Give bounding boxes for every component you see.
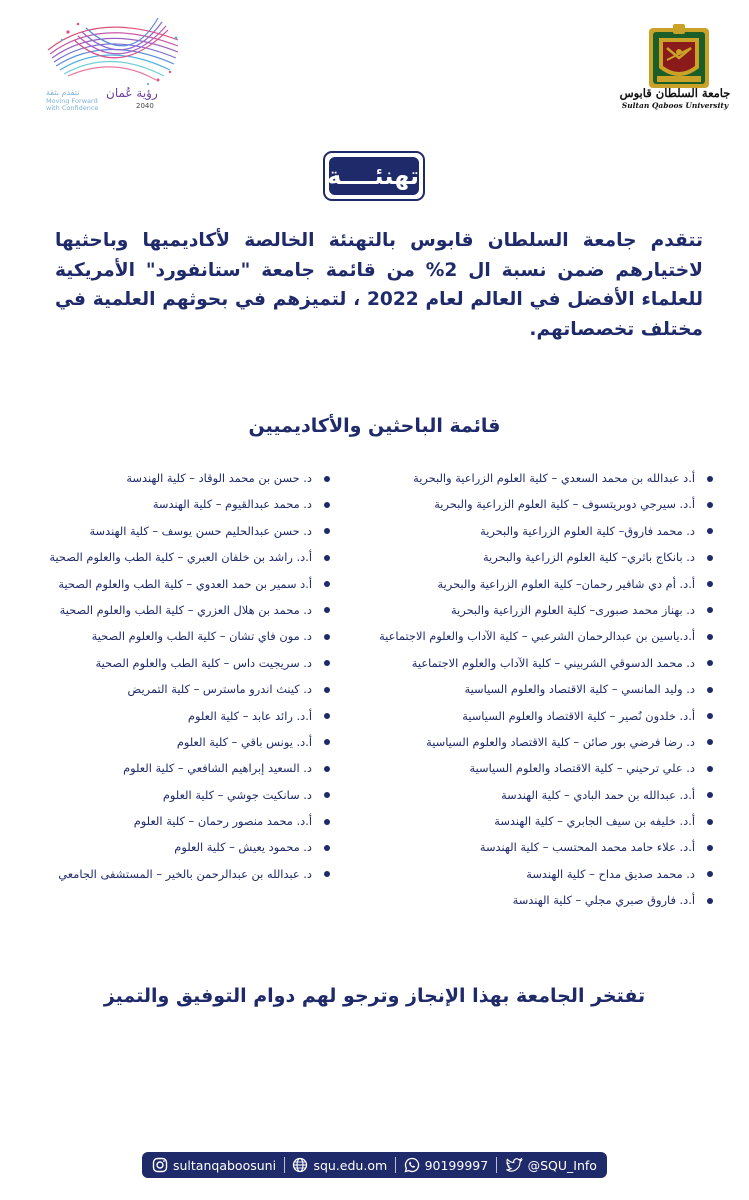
researcher-entry: د. علي ترحيني – كلية الاقتصاد والعلوم السياسية: [469, 761, 695, 776]
bullet-icon: [707, 845, 713, 851]
twitter-link[interactable]: [505, 1157, 597, 1173]
bullet-icon: [324, 766, 330, 772]
list-item: [40, 808, 330, 834]
footer-divider: [496, 1157, 497, 1173]
researcher-entry: د. محمد الدسوقي الشربيني – كلية الآداب والعلوم الاجتماعية: [411, 655, 695, 670]
bullet-icon: [324, 660, 330, 666]
list-item: [360, 597, 713, 623]
vision-tagline-en-line2: with Confidence: [46, 104, 99, 112]
bullet-icon: [324, 607, 330, 613]
researcher-entry: د. محمد فاروق– كلية العلوم الزراعية والبحرية: [480, 523, 695, 538]
researcher-entry: د. مون فاي تشان – كلية الطب والعلوم الصحية: [91, 629, 312, 644]
list-item: [40, 861, 330, 887]
list-item: [360, 518, 713, 544]
intro-paragraph: تتقدم جامعة السلطان قابوس بالتهنئة الخالصة لأكاديميها وباحثيها لاختيارهم ضمن نسبة ال 2% من قائمة جامعة "ستانفورد" الأمريكية للعلماء الأفضل في العالم لعام 2022 ، لتميزهم في بحوثهم العلمية في مختلف تخصصاتهم.: [55, 230, 704, 340]
instagram-icon: [152, 1157, 168, 1173]
researcher-entry: أ.د. خلدون نُصير – كلية الاقتصاد والعلوم السياسية: [462, 708, 695, 723]
bullet-icon: [324, 502, 330, 508]
bullet-icon: [707, 660, 713, 666]
bullet-icon: [324, 581, 330, 587]
researcher-entry: د. بانكاج باثري– كلية العلوم الزراعية والبحرية: [482, 550, 695, 565]
researcher-entry: د. عبدالله بن عبدالرحمن بالخير – المستشفى الجامعي: [58, 866, 312, 881]
university-name-ar: جامعة السلطان قابوس: [619, 86, 731, 100]
researcher-entry: د. حسن بن محمد الوقاد – كلية الهندسة: [126, 471, 312, 485]
bullet-icon: [324, 634, 330, 640]
researcher-entry: أ.د. فاروق صبري مجلي – كلية الهندسة: [512, 893, 695, 908]
university-name-en: Sultan Qaboos University: [621, 101, 729, 110]
bullet-icon: [707, 898, 713, 904]
bullet-icon: [324, 871, 330, 877]
list-item: [40, 650, 330, 676]
researcher-entry: د. سانكيت جوشي – كلية العلوم: [162, 787, 312, 802]
phone-link[interactable]: [404, 1157, 489, 1173]
list-item: [360, 465, 713, 491]
researcher-entry: أ.د. محمد منصور رحمان – كلية العلوم: [133, 814, 312, 829]
vision-tagline-en: [46, 98, 98, 112]
list-item: [40, 676, 330, 702]
twitter-handle: @SQU_Info: [527, 1157, 597, 1173]
researcher-entry: د. سريجيت داس – كلية الطب والعلوم الصحية: [95, 655, 312, 670]
bullet-icon: [324, 792, 330, 798]
researcher-entry: د. وليد المانسي – كلية الاقتصاد والعلوم السياسية: [464, 682, 695, 697]
globe-icon: [292, 1157, 308, 1173]
researcher-entry: د. بهناز محمد صبوری– كلية العلوم الزراعية والبحرية: [451, 602, 695, 617]
university-crest-icon: [645, 22, 713, 92]
bullet-icon: [707, 819, 713, 825]
list-heading: قائمة الباحثين والأكاديميين: [248, 415, 501, 437]
list-item: [40, 703, 330, 729]
researcher-entry: أ.د. رائد عابد – كلية العلوم: [187, 708, 312, 723]
list-item: [40, 623, 330, 649]
bullet-icon: [324, 687, 330, 693]
bullet-icon: [707, 739, 713, 745]
list-item: [40, 491, 330, 517]
bullet-icon: [707, 687, 713, 693]
list-item: [40, 729, 330, 755]
instagram-link[interactable]: [152, 1157, 276, 1173]
bullet-icon: [324, 528, 330, 534]
list-item: [40, 465, 330, 491]
bullet-icon: [707, 607, 713, 613]
list-item: [360, 491, 713, 517]
researcher-entry: أ.د. أم دي شافير رحمان– كلية العلوم الزراعية والبحرية: [437, 576, 695, 591]
researcher-entry: أ.د عبدالله بن محمد السعدي – كلية العلوم الزراعية والبحرية: [413, 471, 695, 485]
researcher-entry: أ.د. يونس باقي – كلية العلوم: [176, 734, 312, 749]
bullet-icon: [707, 766, 713, 772]
researcher-entry: د. محمد بن هلال العزري – كلية الطب والعلوم الصحية: [59, 602, 312, 617]
list-item: [360, 703, 713, 729]
bullet-icon: [707, 581, 713, 587]
list-item: [360, 834, 713, 860]
researcher-entry: أ.د. علاء حامد محمد المحتسب – كلية الهندسة: [479, 840, 695, 855]
list-item: [40, 834, 330, 860]
researcher-entry: د. السعيد إبراهيم الشافعي – كلية العلوم: [123, 761, 312, 776]
list-item: [360, 571, 713, 597]
list-item: [360, 623, 713, 649]
researcher-entry: أ.د. خليفه بن سيف الجابري – كلية الهندسة: [494, 814, 695, 829]
bullet-icon: [707, 528, 713, 534]
list-item: [360, 650, 713, 676]
list-item: [40, 755, 330, 781]
bullet-icon: [324, 713, 330, 719]
page-title: تهنئــــة: [329, 157, 419, 195]
list-item: [360, 544, 713, 570]
bullet-icon: [707, 502, 713, 508]
researcher-entry: د. حسن عبدالحليم حسن يوسف – كلية الهندسة: [89, 523, 312, 538]
list-item: [40, 597, 330, 623]
vision-brand-text: رؤية عُمان: [106, 86, 158, 100]
vision-burst-icon: [38, 10, 188, 90]
list-item: [40, 544, 330, 570]
researcher-entry: د. محمد صديق مداح – كلية الهندسة: [526, 866, 695, 881]
researcher-entry: أ.د. سيرجي دوبريتسوف – كلية العلوم الزراعية والبحرية: [434, 497, 695, 512]
list-item: [40, 571, 330, 597]
closing-statement: تفتخر الجامعة بهذا الإنجاز وترجو لهم دوام التوفيق والتميز: [103, 985, 646, 1007]
website-url: squ.edu.om: [313, 1157, 388, 1173]
list-item: [360, 729, 713, 755]
bullet-icon: [324, 845, 330, 851]
instagram-handle: sultanqaboosuni: [173, 1157, 277, 1173]
bullet-icon: [707, 476, 713, 482]
bullet-icon: [324, 555, 330, 561]
list-item: [360, 808, 713, 834]
list-item: [360, 861, 713, 887]
bullet-icon: [324, 476, 330, 482]
list-item: [40, 782, 330, 808]
researcher-entry: د. كينث اندرو ماسترس – كلية التمريض: [127, 682, 312, 697]
website-link[interactable]: [292, 1157, 387, 1173]
bullet-icon: [707, 634, 713, 640]
vision-tagline-en-line1: Moving Forward: [46, 97, 98, 105]
phone-number: 90199997: [424, 1157, 489, 1173]
researcher-entry: أ.د. عبدالله بن حمد البادي – كلية الهندسة: [501, 787, 695, 802]
researcher-entry: أ.د سمير بن حمد العدوي – كلية الطب والعلوم الصحية: [58, 576, 312, 591]
vision-tagline-ar: نتقدم بثقة: [46, 88, 80, 97]
footer-divider: [284, 1157, 285, 1173]
list-item: [360, 782, 713, 808]
bullet-icon: [707, 871, 713, 877]
footer-divider: [395, 1157, 396, 1173]
list-item: [360, 755, 713, 781]
researchers-list-right: [360, 465, 713, 914]
researcher-entry: د. رضا فرضي بور صائن – كلية الاقتصاد والعلوم السياسية: [426, 734, 695, 749]
researcher-entry: أ.د. راشد بن خلفان العبري – كلية الطب والعلوم الصحية: [49, 550, 312, 565]
whatsapp-icon: [404, 1157, 420, 1173]
bullet-icon: [324, 819, 330, 825]
bullet-icon: [707, 555, 713, 561]
researcher-entry: أ.د.ياسين بن عبدالرحمان الشرعبي – كلية الآداب والعلوم الاجتماعية: [379, 629, 695, 644]
twitter-icon: [505, 1157, 523, 1173]
footer-contact-bar: [142, 1152, 607, 1178]
researchers-list-left: [40, 465, 330, 887]
list-item: [360, 676, 713, 702]
researcher-entry: د. محمد عبدالقيوم – كلية الهندسة: [152, 497, 312, 512]
bullet-icon: [324, 739, 330, 745]
bullet-icon: [707, 792, 713, 798]
bullet-icon: [707, 713, 713, 719]
list-item: [360, 887, 713, 913]
title-badge: [323, 151, 425, 201]
researcher-entry: د. محمود يعيش – كلية العلوم: [174, 840, 312, 855]
list-item: [40, 518, 330, 544]
vision-year: 2040: [136, 102, 154, 110]
oman-vision-2040-logo: [16, 10, 186, 122]
